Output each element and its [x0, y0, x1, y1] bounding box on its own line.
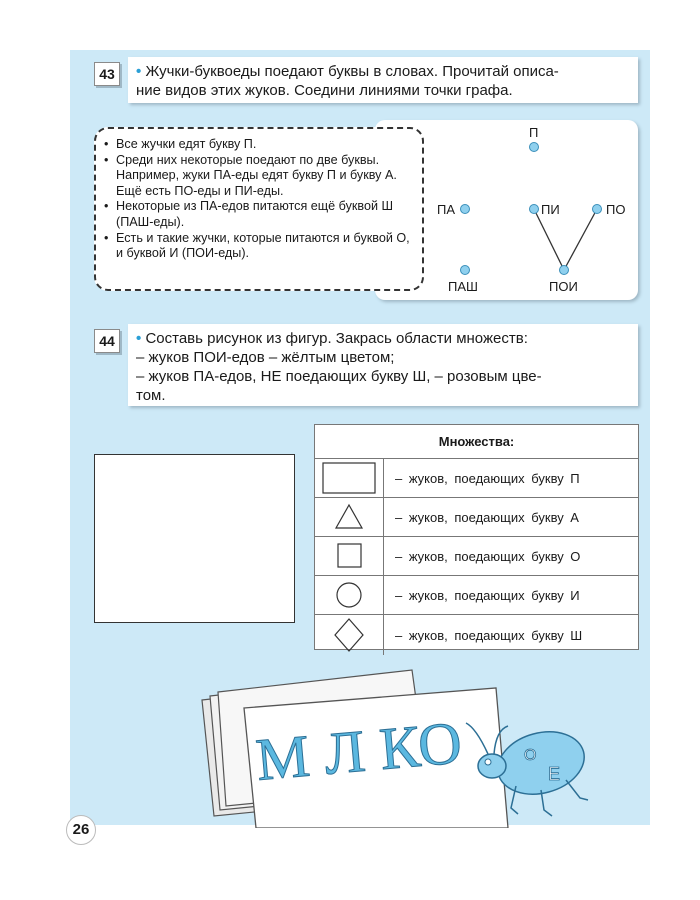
rule-item: • Некоторые из ПА-едов питаются ещё буквой Ш (ПАШ-еды). [104, 199, 414, 230]
legend-row [315, 576, 638, 615]
diamond-icon [315, 615, 383, 655]
node-p[interactable] [530, 143, 539, 152]
square-icon [315, 537, 383, 575]
rectangle-icon [315, 459, 383, 497]
legend-row-text: – жуков, поедающих букву А [395, 509, 579, 525]
task-43-text [128, 57, 638, 103]
legend-row [315, 498, 638, 537]
beetle-letter: О [524, 747, 537, 764]
legend-title: Множества: [315, 425, 638, 459]
edge-po-poi [564, 209, 597, 270]
legend-shape-cell [315, 459, 384, 497]
illustration-letters: М Л КО [253, 709, 465, 793]
rule-item: • Все жучки едят букву П. [104, 137, 414, 153]
circle-icon [315, 576, 383, 614]
legend-row-text: – жуков, поедающих букву О [395, 548, 581, 564]
task-44-text [128, 324, 638, 406]
bullet-icon: • [136, 63, 142, 80]
node-pa-label: ПА [437, 202, 456, 217]
rule-item: • Есть и такие жучки, которые питаются и буквой О, и буквой И (ПОИ-еды). [104, 231, 414, 262]
node-po-label: ПО [606, 202, 626, 217]
node-pash-label: ПАШ [448, 279, 478, 294]
rules-box [94, 127, 424, 291]
triangle-icon [315, 498, 383, 536]
node-pash[interactable] [461, 266, 470, 275]
node-pi-label: ПИ [541, 202, 560, 217]
drawing-area[interactable] [94, 454, 295, 623]
node-p-label: П [529, 125, 539, 140]
illustration [196, 668, 596, 833]
task-44-line-1: Составь рисунок из фигур. Закрась области множеств: [145, 330, 528, 347]
legend-shape-cell [315, 615, 384, 655]
page-number: 26 [66, 815, 96, 845]
rule-item: • Среди них некоторые поедают по две буквы. Например, жуки ПА-еды едят букву П и букву А. Ещё есть ПО-еды и ПИ-еды. [104, 153, 414, 200]
task-43-number: 43 [94, 62, 120, 86]
legend-table [314, 424, 639, 650]
task-43-line-1: Жучки-буквоеды поедают буквы в словах. Прочитай описа- [145, 63, 559, 80]
legend-row-text: – жуков, поедающих букву П [395, 470, 580, 486]
legend-shape-cell [315, 576, 384, 614]
node-po[interactable] [593, 205, 602, 214]
bullet-icon: • [136, 330, 142, 347]
legend-shape-cell [315, 498, 384, 536]
legend-row-text: – жуков, поедающих букву И [395, 587, 580, 603]
node-poi-label: ПОИ [549, 279, 578, 294]
cards-beetle-illustration [196, 668, 596, 828]
legend-row [315, 537, 638, 576]
task-44-line-2: – жуков ПОИ-едов – жёлтым цветом; [136, 349, 395, 366]
edge-pi-poi [534, 209, 564, 270]
legend-shape-cell [315, 537, 384, 575]
task-44-line-4: том. [136, 387, 166, 404]
task-43-line-2: ние видов этих жуков. Соедини линиями точки графа. [136, 82, 513, 99]
legend-row-text: – жуков, поедающих букву Ш [395, 627, 583, 643]
legend-row [315, 459, 638, 498]
task-44-number: 44 [94, 329, 120, 353]
legend-row [315, 615, 638, 655]
node-pi[interactable] [530, 205, 539, 214]
beetle-letter: Е [548, 764, 561, 784]
node-poi[interactable] [560, 266, 569, 275]
task-44-line-3: – жуков ПА-едов, НЕ поедающих букву Ш, – розовым цве- [136, 368, 542, 385]
node-pa[interactable] [461, 205, 470, 214]
